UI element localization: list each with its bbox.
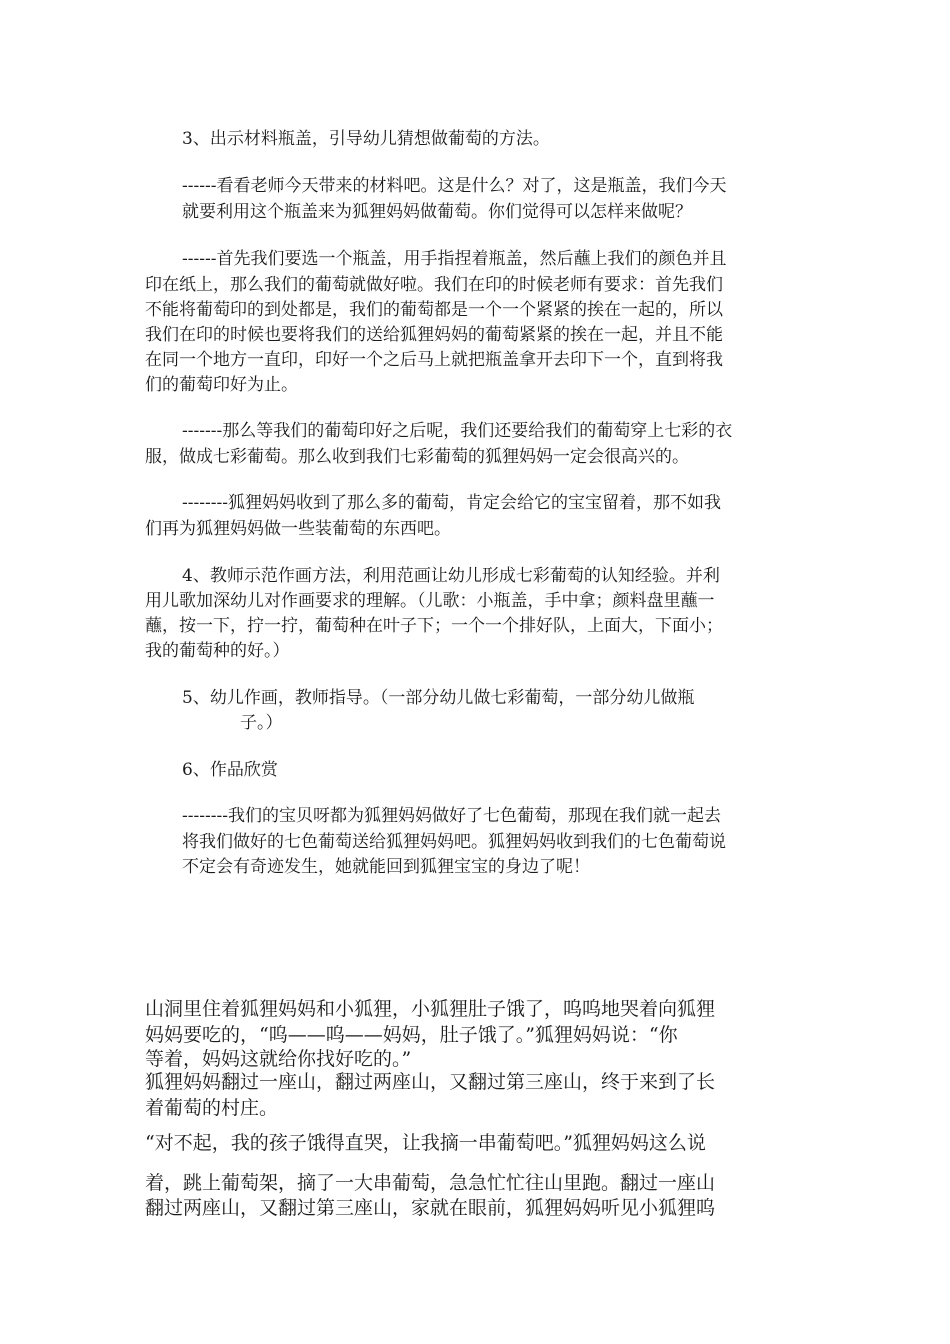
dialog2-line2: 印在纸上，那么我们的葡萄就做好啦。我们在印的时候老师有要求：首先我们 (145, 275, 723, 295)
dialog3-line1: -------那么等我们的葡萄印好之后呢，我们还要给我们的葡萄穿上七彩的衣 (182, 421, 733, 441)
story-line3: 等着，妈妈这就给你找好吃的。” (145, 1048, 412, 1070)
dialog4-line1: --------狐狸妈妈收到了那么多的葡萄，肯定会给它的宝宝留着，那不如我 (182, 493, 721, 513)
story-line6: “对不起，我的孩子饿得直哭，让我摘一串葡萄吧。”狐狸妈妈这么说 (145, 1132, 706, 1154)
step4-line2: 用儿歌加深幼儿对作画要求的理解。（儿歌：小瓶盖，手中拿；颜料盘里蘸一 (145, 591, 715, 611)
dialog1-line1: ------看看老师今天带来的材料吧。这是什么？对了，这是瓶盖，我们今天 (182, 176, 727, 196)
story-line8: 翻过两座山，又翻过第三座山，家就在眼前，狐狸妈妈听见小狐狸呜 (145, 1197, 716, 1219)
dialog2-line3: 不能将葡萄印的到处都是，我们的葡萄都是一个一个紧紧的挨在一起的，所以 (145, 300, 723, 320)
story-line5: 着葡萄的村庄。 (145, 1097, 279, 1119)
story-line1: 山洞里住着狐狸妈妈和小狐狸，小狐狸肚子饿了，呜呜地哭着向狐狸 (145, 998, 716, 1020)
step5-line1: 5、幼儿作画，教师指导。（一部分幼儿做七彩葡萄，一部分幼儿做瓶 (182, 688, 695, 708)
step5-line2: 子。） (240, 713, 283, 733)
dialog2-line4: 我们在印的时候也要将我们的送给狐狸妈妈的葡萄紧紧的挨在一起，并且不能 (145, 325, 723, 345)
dialog4-line2: 们再为狐狸妈妈做一些装葡萄的东西吧。 (145, 519, 451, 539)
step6-heading: 6、作品欣赏 (182, 760, 278, 780)
dialog2-line5: 在同一个地方一直印，印好一个之后马上就把瓶盖拿开去印下一个，直到将我 (145, 350, 723, 370)
step4-line4: 我的葡萄种的好。） (145, 641, 290, 661)
dialog3-line2: 服，做成七彩葡萄。那么收到我们七彩葡萄的狐狸妈妈一定会很高兴的。 (145, 447, 689, 467)
step4-line1: 4、教师示范作画方法，利用范画让幼儿形成七彩葡萄的认知经验。并利 (182, 566, 720, 586)
dialog5-line1: --------我们的宝贝呀都为狐狸妈妈做好了七色葡萄，那现在我们就一起去 (182, 806, 721, 826)
step4-line3: 蘸，按一下，拧一拧，葡萄种在叶子下；一个一个排好队，上面大，下面小； (145, 616, 723, 636)
dialog1-line2: 就要利用这个瓶盖来为狐狸妈妈做葡萄。你们觉得可以怎样来做呢？ (182, 202, 692, 222)
story-line4: 狐狸妈妈翻过一座山，翻过两座山，又翻过第三座山，终于来到了长 (145, 1071, 716, 1093)
dialog2-line1: ------首先我们要选一个瓶盖，用手指捏着瓶盖，然后蘸上我们的颜色并且 (182, 249, 727, 269)
story-line7: 着，跳上葡萄架，摘了一大串葡萄，急急忙忙往山里跑。翻过一座山 (145, 1172, 716, 1194)
dialog5-line2: 将我们做好的七色葡萄送给狐狸妈妈吧。狐狸妈妈收到我们的七色葡萄说 (182, 832, 726, 852)
dialog5-line3: 不定会有奇迹发生，她就能回到狐狸宝宝的身边了呢！ (182, 857, 590, 877)
story-line2: 妈妈要吃的，“呜——呜——妈妈，肚子饿了。”狐狸妈妈说：“你 (145, 1024, 678, 1046)
dialog2-line6: 们的葡萄印好为止。 (145, 375, 298, 395)
step3-heading: 3、出示材料瓶盖，引导幼儿猜想做葡萄的方法。 (182, 129, 550, 149)
